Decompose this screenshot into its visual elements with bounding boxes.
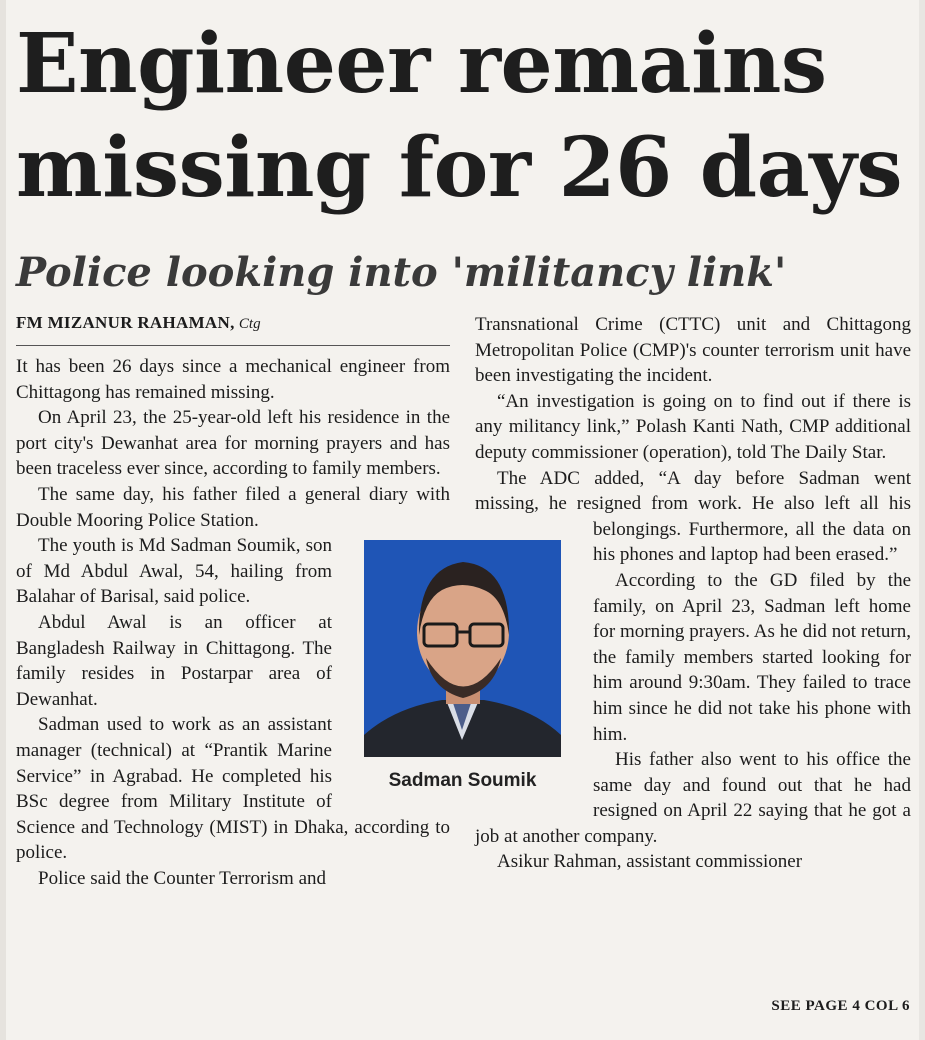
- byline-author: FM MIZANUR RAHAMAN,: [16, 313, 235, 332]
- paragraph: The ADC added, “A day before Sadman went missing, he resigned from work. He also left all his belongings. Furthermore, all the data on his phones and laptop had been erased.”: [475, 467, 911, 566]
- paragraph: Asikur Rahman, assistant commissioner: [497, 851, 803, 873]
- page-edge-right: [919, 0, 925, 1040]
- continuation-note: SEE PAGE 4 COL 6: [771, 998, 910, 1014]
- paragraph: Police said the Counter Terrorism and: [38, 867, 327, 889]
- byline-location: Ctg: [238, 316, 261, 332]
- byline: [16, 312, 450, 346]
- subheadline: Police looking into 'militancy link': [16, 249, 787, 296]
- photo-caption: Sadman Soumik: [388, 770, 537, 791]
- headline: Engineer remains missing for 26 days: [16, 16, 903, 216]
- portrait-photo: [364, 540, 561, 757]
- paragraph: His father also went to his office the same day and found out that he had resigned on April 22 saying that he got a job at another company.: [475, 749, 911, 847]
- paragraph: “An investigation is going on to find out if there is any militancy link,” Polash Kanti Nath, CMP additional deputy commissioner (operation), told The Daily Star.: [475, 390, 911, 463]
- portrait-illustration: [364, 540, 561, 757]
- paragraph: The youth is Md Sadman Soumik, son of Md Abdul Awal, 54, hailing from Balahar of Barisal, said police.: [16, 535, 332, 608]
- paragraph: On April 23, the 25-year-old left his residence in the port city's Dewanhat area for morning prayers and has been traceless ever since, according to family members.: [16, 407, 450, 480]
- paragraph: Abdul Awal is an officer at Bangladesh Railway in Chittagong. The family resides in Postarpar area of Dewanhat.: [16, 611, 332, 710]
- page-edge-left: [0, 0, 6, 1040]
- paragraph: Transnational Crime (CTTC) unit and Chittagong Metropolitan Police (CMP)'s counter terrorism unit have been investigating the incident.: [475, 314, 911, 387]
- paragraph: The same day, his father filed a general diary with Double Mooring Police Station.: [16, 483, 450, 531]
- paragraph: Sadman used to work as an assistant manager (technical) at “Prantik Marine Service” in Agrabad. He completed his BSc degree from Military Institute of Science and Technology (MIST) in Dhaka, according to police.: [16, 714, 450, 864]
- paragraph: According to the GD filed by the family, on April 23, Sadman left home for morning prayers. As he did not return, the family members started looking for him around 9:30am. They failed to trace him since he did not take his phone with him.: [593, 569, 911, 745]
- paragraph: It has been 26 days since a mechanical engineer from Chittagong has remained missing.: [16, 356, 450, 403]
